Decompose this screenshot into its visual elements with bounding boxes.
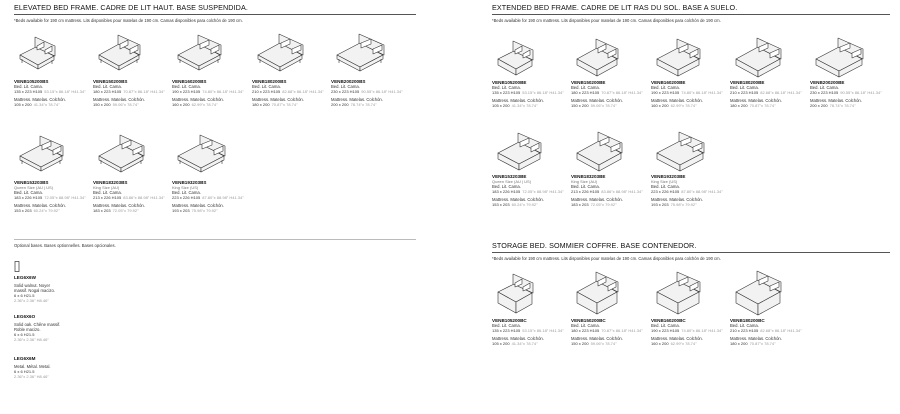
elevated-note: *Beds available for 190 cm mattress. Lits disponibles pour matelas de 190 cm. Camas disponibles para colchón de 190 cm. xyxy=(14,18,243,23)
item-code: VENB183203BE xyxy=(571,174,606,179)
bed-item xyxy=(331,33,403,107)
bed-item xyxy=(651,36,723,108)
item-label: Bed. Lit. Cama. xyxy=(651,85,680,90)
mattress-dims: 105 x 200 41.34"x 78.74" xyxy=(492,341,538,346)
bed-item xyxy=(93,33,165,107)
item-code: VENB150200BE xyxy=(571,80,606,85)
item-dims: 210 x 223 H105 82.68"x 86.18" H41.34" xyxy=(252,89,324,94)
bed-drawing-icon xyxy=(172,134,230,178)
item-size-name: King Size (AU) xyxy=(93,185,120,190)
item-code: VENB153203BS xyxy=(14,180,49,185)
item-size-name: Queen Size (AU | US) xyxy=(492,179,532,184)
item-dims: 210 x 223 H105 82.68"x 86.18" H41.34" xyxy=(730,328,802,333)
item-dims: 230 x 223 H105 90.55"x 86.18" H41.34" xyxy=(331,89,403,94)
item-dims: 180 x 223 H105 70.87"x 86.18" H41.34" xyxy=(571,328,643,333)
item-code: VENB180200BE xyxy=(730,80,765,85)
optional-bases-rule xyxy=(14,239,416,240)
mattress-dims: 153 x 203 60.24"x 79.92" xyxy=(492,202,538,207)
elevated-section-rule xyxy=(14,14,416,15)
leg-size: 6 x 6 H21.5 xyxy=(14,369,35,374)
bed-drawing-icon xyxy=(331,33,389,77)
item-dims: 183 x 226 H105 72.05"x 88.98" H41.34" xyxy=(492,189,564,194)
bed-drawing-icon xyxy=(252,33,308,77)
item-code: VENB200200BE xyxy=(810,80,845,85)
mattress-label: Mattress. Matelas. Colchón. xyxy=(492,98,544,103)
mattress-label: Mattress. Matelas. Colchón. xyxy=(492,336,544,341)
mattress-label: Mattress. Matelas. Colchón. xyxy=(571,336,623,341)
bed-item xyxy=(810,36,882,108)
item-code: VENB180200BS xyxy=(252,79,287,84)
optional-bases-title: Optional bases. Bases optionnelles. Bases opcionales. xyxy=(14,243,116,248)
bed-item xyxy=(492,36,564,108)
extended-section-rule xyxy=(492,14,890,15)
item-dims: 223 x 226 H105 87.80"x 88.98" H41.34" xyxy=(651,189,723,194)
mattress-dims: 193 x 203 75.98"x 79.92" xyxy=(651,202,697,207)
mattress-label: Mattress. Matelas. Colchón. xyxy=(651,336,703,341)
mattress-label: Mattress. Matelas. Colchón. xyxy=(93,203,145,208)
item-label: Bed. Lit. Cama. xyxy=(651,323,680,328)
item-code: VENB105200BE xyxy=(492,80,527,85)
storage-section-title: STORAGE BED. SOMMIER COFFRE. BASE CONTENEDOR. xyxy=(492,241,697,250)
leg-size-in: 2.36"x 2.36" H8.46" xyxy=(14,374,49,379)
leg-desc: Roble macizo. xyxy=(14,327,41,332)
bed-drawing-icon xyxy=(571,270,623,316)
extended-section-title: EXTENDED BED FRAME. CADRE DE LIT RAS DU SOL. BASE A SUELO. xyxy=(492,3,738,12)
bed-item xyxy=(571,270,643,346)
bed-drawing-icon xyxy=(492,130,546,172)
item-code: VENB193203BE xyxy=(651,174,686,179)
bed-item xyxy=(172,134,244,213)
leg-desc: massif. Nogal macizo. xyxy=(14,288,55,293)
bed-item xyxy=(252,33,324,107)
item-code: VENB180200BC xyxy=(730,318,765,323)
item-code: VENB200200BS xyxy=(331,79,366,84)
leg-code: LEG6X6W xyxy=(14,275,36,280)
bed-item xyxy=(571,130,643,207)
item-dims: 190 x 223 H105 74.80"x 86.18" H41.34" xyxy=(651,328,723,333)
mattress-dims: 150 x 200 59.06"x 78.74" xyxy=(93,102,139,107)
leg-desc: Solid oak. Chêne massif. xyxy=(14,322,61,327)
item-dims: 230 x 223 H105 90.55"x 86.18" H41.34" xyxy=(810,90,882,95)
mattress-label: Mattress. Matelas. Colchón. xyxy=(14,97,66,102)
mattress-dims: 200 x 200 78.74"x 78.74" xyxy=(331,102,377,107)
mattress-label: Mattress. Matelas. Colchón. xyxy=(651,197,703,202)
bed-item xyxy=(14,33,86,107)
mattress-dims: 105 x 200 41.34"x 78.74" xyxy=(14,102,60,107)
item-code: VENB160200BC xyxy=(651,318,686,323)
item-dims: 180 x 223 H105 70.87"x 86.18" H41.34" xyxy=(93,89,165,94)
item-label: Bed. Lit. Cama. xyxy=(93,84,122,89)
bed-item xyxy=(651,270,723,346)
mattress-label: Mattress. Matelas. Colchón. xyxy=(331,97,383,102)
bed-drawing-icon xyxy=(14,134,68,178)
item-dims: 210 x 223 H105 82.68"x 86.18" H41.34" xyxy=(730,90,802,95)
mattress-label: Mattress. Matelas. Colchón. xyxy=(172,203,224,208)
item-label: Bed. Lit. Cama. xyxy=(331,84,360,89)
bed-drawing-icon xyxy=(651,36,705,78)
bed-drawing-icon xyxy=(571,36,623,78)
bed-item xyxy=(492,270,564,346)
storage-section-rule xyxy=(492,252,890,253)
bed-drawing-icon xyxy=(492,270,538,316)
bed-drawing-icon xyxy=(571,130,627,172)
item-code: VENB105200BC xyxy=(492,318,527,323)
item-size-name: King Size (US) xyxy=(651,179,678,184)
item-code: VENB183203BS xyxy=(93,180,128,185)
item-label: Bed. Lit. Cama. xyxy=(571,85,600,90)
leg-icon xyxy=(14,261,20,272)
mattress-label: Mattress. Matelas. Colchón. xyxy=(810,98,862,103)
bed-drawing-icon xyxy=(93,134,149,178)
item-dims: 183 x 226 H105 72.05"x 88.98" H41.34" xyxy=(14,195,86,200)
mattress-dims: 150 x 200 59.06"x 78.74" xyxy=(571,103,617,108)
bed-drawing-icon xyxy=(730,270,786,316)
item-code: VENB150200BS xyxy=(93,79,128,84)
item-label: Bed. Lit. Cama. xyxy=(730,85,759,90)
leg-desc: Solid walnut. Noyer xyxy=(14,283,51,288)
leg-item-oak xyxy=(14,314,94,342)
item-label: Bed. Lit. Cama. xyxy=(172,190,201,195)
item-dims: 223 x 226 H105 87.80"x 88.98" H41.34" xyxy=(172,195,244,200)
item-label: Bed. Lit. Cama. xyxy=(492,184,521,189)
item-label: Bed. Lit. Cama. xyxy=(730,323,759,328)
bed-item xyxy=(651,130,723,207)
mattress-dims: 160 x 200 62.99"x 78.74" xyxy=(651,103,697,108)
item-dims: 190 x 223 H105 74.80"x 86.18" H41.34" xyxy=(651,90,723,95)
elevated-section-title: ELEVATED BED FRAME. CADRE DE LIT HAUT. BASE SUSPENDIDA. xyxy=(14,3,248,12)
mattress-dims: 150 x 200 59.06"x 78.74" xyxy=(571,341,617,346)
bed-item xyxy=(730,36,802,108)
item-size-name: Queen Size (AU | US) xyxy=(14,185,54,190)
item-code: VENB150200BC xyxy=(571,318,606,323)
mattress-dims: 183 x 203 72.05"x 79.92" xyxy=(571,202,617,207)
leg-size: 6 x 6 H21.5 xyxy=(14,293,35,298)
bed-drawing-icon xyxy=(810,36,868,78)
item-label: Bed. Lit. Cama. xyxy=(651,184,680,189)
item-dims: 213 x 226 H105 83.86"x 88.98" H41.34" xyxy=(93,195,165,200)
bed-drawing-icon xyxy=(651,270,705,316)
mattress-dims: 193 x 203 75.98"x 79.92" xyxy=(172,208,218,213)
bed-drawing-icon xyxy=(730,36,786,78)
item-code: VENB153203BE xyxy=(492,174,527,179)
mattress-dims: 180 x 200 70.87"x 78.74" xyxy=(730,341,776,346)
item-label: Bed. Lit. Cama. xyxy=(93,190,122,195)
item-label: Bed. Lit. Cama. xyxy=(172,84,201,89)
mattress-label: Mattress. Matelas. Colchón. xyxy=(730,98,782,103)
bed-drawing-icon xyxy=(492,36,538,78)
item-label: Bed. Lit. Cama. xyxy=(571,323,600,328)
mattress-label: Mattress. Matelas. Colchón. xyxy=(651,98,703,103)
mattress-label: Mattress. Matelas. Colchón. xyxy=(172,97,224,102)
bed-item xyxy=(14,134,86,213)
bed-item xyxy=(172,33,244,107)
bed-drawing-icon xyxy=(93,33,145,77)
bed-item xyxy=(93,134,165,213)
mattress-dims: 153 x 203 60.24"x 79.92" xyxy=(14,208,60,213)
item-dims: 135 x 223 H105 53.15"x 86.18" H41.34" xyxy=(492,90,564,95)
item-dims: 213 x 226 H105 83.86"x 88.98" H41.34" xyxy=(571,189,643,194)
mattress-label: Mattress. Matelas. Colchón. xyxy=(571,197,623,202)
mattress-dims: 200 x 200 78.74"x 78.74" xyxy=(810,103,856,108)
item-dims: 180 x 223 H105 70.87"x 86.18" H41.34" xyxy=(571,90,643,95)
bed-item xyxy=(571,36,643,108)
mattress-dims: 105 x 200 41.34"x 78.74" xyxy=(492,103,538,108)
mattress-dims: 160 x 200 62.99"x 78.74" xyxy=(172,102,218,107)
mattress-label: Mattress. Matelas. Colchón. xyxy=(93,97,145,102)
item-code: VENB160200BS xyxy=(172,79,207,84)
leg-code: LEG6X6O xyxy=(14,314,36,319)
item-label: Bed. Lit. Cama. xyxy=(14,84,43,89)
item-label: Bed. Lit. Cama. xyxy=(492,323,521,328)
item-code: VENB193203BS xyxy=(172,180,207,185)
mattress-dims: 180 x 200 70.87"x 78.74" xyxy=(730,103,776,108)
mattress-dims: 160 x 200 62.99"x 78.74" xyxy=(651,341,697,346)
leg-size-in: 2.36"x 2.36" H8.46" xyxy=(14,298,49,303)
bed-drawing-icon xyxy=(651,130,709,172)
item-label: Bed. Lit. Cama. xyxy=(810,85,839,90)
bed-drawing-icon xyxy=(14,33,60,77)
leg-desc: Metal. Métal. Metal. xyxy=(14,364,51,369)
item-dims: 135 x 223 H105 53.15"x 86.18" H41.34" xyxy=(14,89,86,94)
item-label: Bed. Lit. Cama. xyxy=(252,84,281,89)
mattress-dims: 180 x 200 70.87"x 78.74" xyxy=(252,102,298,107)
extended-note: *Beds available for 190 cm mattress. Lits disponibles pour matelas de 190 cm. Camas disponibles para colchón de 190 cm. xyxy=(492,18,721,23)
item-label: Bed. Lit. Cama. xyxy=(14,190,43,195)
item-dims: 190 x 223 H105 74.80"x 86.18" H41.34" xyxy=(172,89,244,94)
item-code: VENB160200BE xyxy=(651,80,686,85)
mattress-label: Mattress. Matelas. Colchón. xyxy=(492,197,544,202)
bed-item xyxy=(492,130,564,207)
item-size-name: King Size (AU) xyxy=(571,179,598,184)
mattress-label: Mattress. Matelas. Colchón. xyxy=(730,336,782,341)
mattress-label: Mattress. Matelas. Colchón. xyxy=(571,98,623,103)
leg-code: LEG6X6M xyxy=(14,356,36,361)
mattress-dims: 183 x 203 72.05"x 79.92" xyxy=(93,208,139,213)
leg-item-walnut xyxy=(14,275,94,303)
item-label: Bed. Lit. Cama. xyxy=(492,85,521,90)
item-label: Bed. Lit. Cama. xyxy=(571,184,600,189)
bed-drawing-icon xyxy=(172,33,226,77)
mattress-label: Mattress. Matelas. Colchón. xyxy=(252,97,304,102)
item-dims: 135 x 223 H105 53.15"x 86.18" H41.34" xyxy=(492,328,564,333)
storage-note: *Beds available for 190 cm mattress. Lits disponibles pour matelas de 190 cm. Camas disponibles para colchón de 190 cm. xyxy=(492,256,721,261)
bed-item xyxy=(730,270,802,346)
leg-size: 6 x 6 H21.5 xyxy=(14,332,35,337)
item-size-name: King Size (US) xyxy=(172,185,199,190)
leg-size-in: 2.36"x 2.36" H8.46" xyxy=(14,337,49,342)
mattress-label: Mattress. Matelas. Colchón. xyxy=(14,203,66,208)
item-code: VENB105200BS xyxy=(14,79,49,84)
leg-item-metal xyxy=(14,356,94,379)
